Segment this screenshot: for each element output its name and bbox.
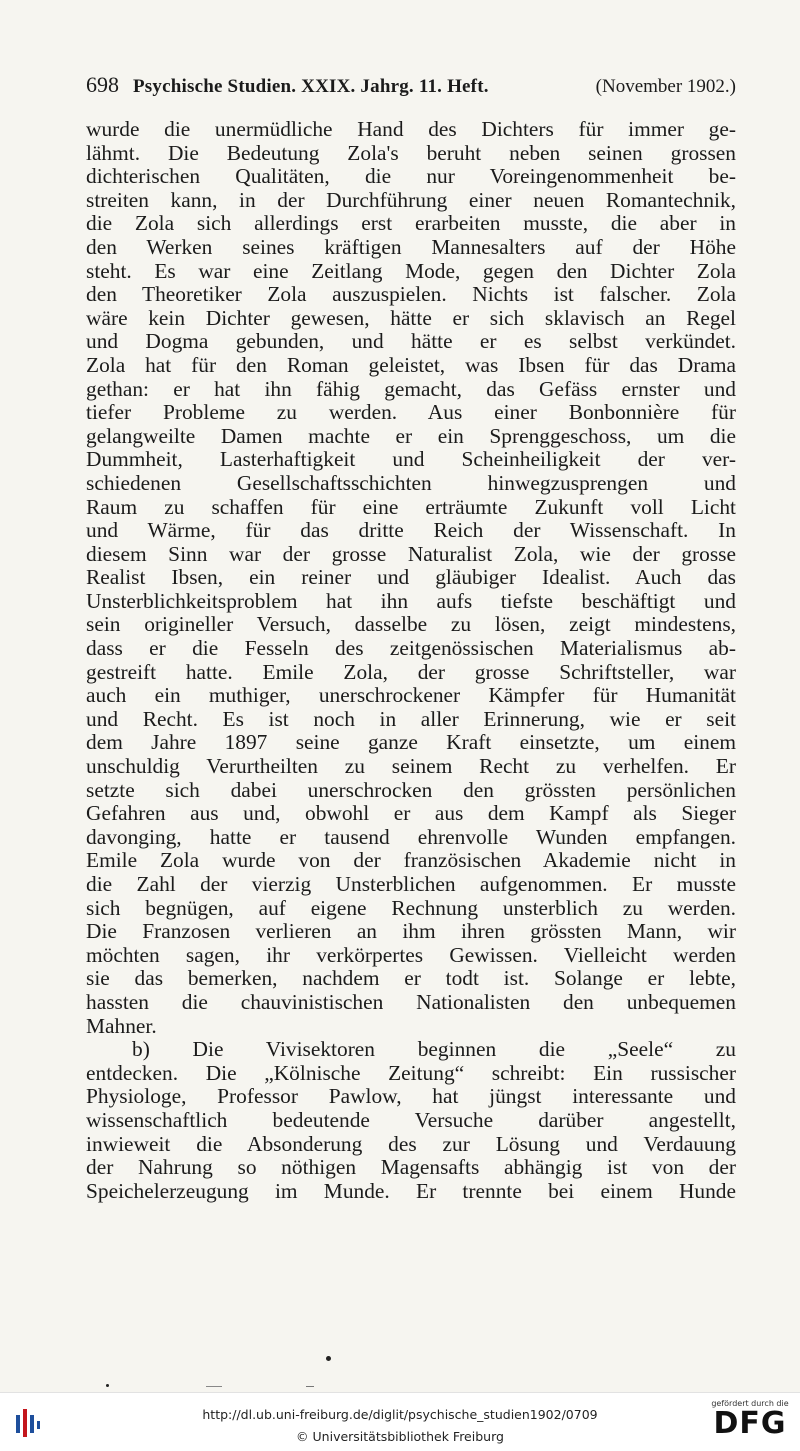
text-line: und Dogma gebunden, und hätte er es selbst verkündet. (86, 329, 736, 354)
text-line: gestreift hatte. Emile Zola, der grosse Schriftsteller, war (86, 659, 736, 684)
text-line: unschuldig Verurtheilten zu seinem Recht zu verhelfen. Er (86, 754, 736, 779)
text-line: gelangweilte Damen machte er ein Sprenggeschoss, um die (86, 423, 736, 448)
text-line: Gefahren aus und, obwohl er aus dem Kampf als Sieger (86, 801, 736, 826)
text-line: Emile Zola wurde von der französischen Akademie nicht in (86, 848, 736, 873)
text-line: hassten die chauvinistischen Nationalisten den unbequemen (86, 989, 736, 1014)
dfg-caption: gefördert durch die (711, 1399, 789, 1408)
text-line: entdecken. Die „Kölnische Zeitung“ schreibt: Ein russischer (86, 1060, 736, 1085)
text-line: sein origineller Versuch, dasselbe zu lösen, zeigt mindestens, (86, 612, 736, 637)
text-line: inwieweit die Absonderung des zur Lösung und Verdauung (86, 1131, 736, 1156)
text-line: den Theoretiker Zola auszuspielen. Nichts ist falscher. Zola (86, 282, 736, 307)
text-line: Die Franzosen verlieren an ihm ihren grössten Mann, wir (86, 919, 736, 944)
text-line: gethan: er hat ihn fähig gemacht, das Gefäss ernster und (86, 376, 736, 401)
text-line: die Zola sich allerdings erst erarbeiten musste, die aber in (86, 211, 736, 236)
text-line: davonging, hatte er tausend ehrenvolle Wunden empfangen. (86, 824, 736, 849)
page-number: 698 (86, 72, 119, 97)
text-line: lähmt. Die Bedeutung Zola's beruht neben seinen grossen (86, 140, 736, 165)
text-line: Unsterblichkeitsproblem hat ihn aufs tiefste beschäftigt und (86, 588, 736, 613)
copyright-notice: © Universitätsbibliothek Freiburg (296, 1429, 504, 1444)
text-line: dass er die Fesseln des zeitgenössischen Materialismus ab- (86, 636, 736, 661)
dfg-logo-icon (706, 1399, 794, 1447)
text-line: die Zahl der vierzig Unsterblichen aufgenommen. Er musste (86, 872, 736, 896)
source-url-link[interactable]: http://dl.ub.uni-freiburg.de/diglit/psychische_studien1902/0709 (202, 1407, 598, 1422)
text-line: schiedenen Gesellschaftsschichten hinwegzusprengen und (86, 470, 736, 495)
text-line: auch ein muthiger, unerschrockener Kämpfer für Humanität (86, 683, 736, 708)
running-header (86, 72, 736, 102)
text-line: dem Jahre 1897 seine ganze Kraft einsetzte, um einem (86, 730, 736, 755)
text-line: Zola hat für den Roman geleistet, was Ibsen für das Drama (86, 352, 736, 377)
section-heading-line: b) Die Vivisektoren beginnen die „Seele“ zu (132, 1037, 736, 1062)
text-line: diesem Sinn war der grosse Naturalist Zola, wie der grosse (86, 541, 736, 566)
running-title: Psychische Studien. XXIX. Jahrg. 11. Heft. (133, 76, 489, 97)
footer-bar (0, 1392, 800, 1451)
text-line: wurde die unermüdliche Hand des Dichters für immer ge- (86, 117, 736, 141)
body-text (86, 118, 736, 1203)
text-line: Mahner. (86, 1013, 157, 1038)
scan-speck (206, 1386, 222, 1387)
dfg-logo-text: DFG (713, 1406, 787, 1441)
text-line: sie das bemerken, nachdem er todt ist. Solange er lebte, (86, 966, 736, 991)
text-line: sich begnügen, auf eigene Rechnung unsterblich zu werden. (86, 895, 736, 920)
text-line: wissenschaftlich bedeutende Versuche darüber angestellt, (86, 1107, 736, 1132)
text-line: der Nahrung so nöthigen Magensafts abhängig ist von der (86, 1155, 736, 1180)
scan-speck (306, 1386, 314, 1387)
text-line: wäre kein Dichter gewesen, hätte er sich sklavisch an Regel (86, 305, 736, 330)
text-line: streiten kann, in der Durchführung einer neuen Romantechnik, (86, 187, 736, 212)
text-line: tiefer Probleme zu werden. Aus einer Bonbonnière für (86, 400, 736, 425)
text-line: Raum zu schaffen für eine erträumte Zukunft voll Licht (86, 494, 736, 519)
text-line: dichterischen Qualitäten, die nur Voreingenommenheit be- (86, 164, 736, 189)
text-line: setzte sich dabei unerschrocken den grössten persönlichen (86, 777, 736, 802)
scan-speck (106, 1384, 109, 1387)
text-line: und Recht. Es ist noch in aller Erinnerung, wie er seit (86, 706, 736, 731)
text-line: möchten sagen, ihr verkörpertes Gewissen. Vielleicht werden (86, 942, 736, 967)
text-line: und Wärme, für das dritte Reich der Wissenschaft. In (86, 518, 736, 543)
text-line: Realist Ibsen, ein reiner und gläubiger Idealist. Auch das (86, 565, 736, 590)
issue-date: (November 1902.) (595, 76, 736, 97)
text-line: steht. Es war eine Zeitlang Mode, gegen den Dichter Zola (86, 258, 736, 283)
scan-speck (326, 1356, 331, 1361)
text-line: Dummheit, Lasterhaftigkeit und Scheinheiligkeit der ver- (86, 447, 736, 472)
text-line: Speichelerzeugung im Munde. Er trennte bei einem Hunde (86, 1178, 736, 1203)
text-line: den Werken seines kräftigen Mannesalters auf der Höhe (86, 234, 736, 259)
text-line: Physiologe, Professor Pawlow, hat jüngst interessante und (86, 1084, 736, 1109)
